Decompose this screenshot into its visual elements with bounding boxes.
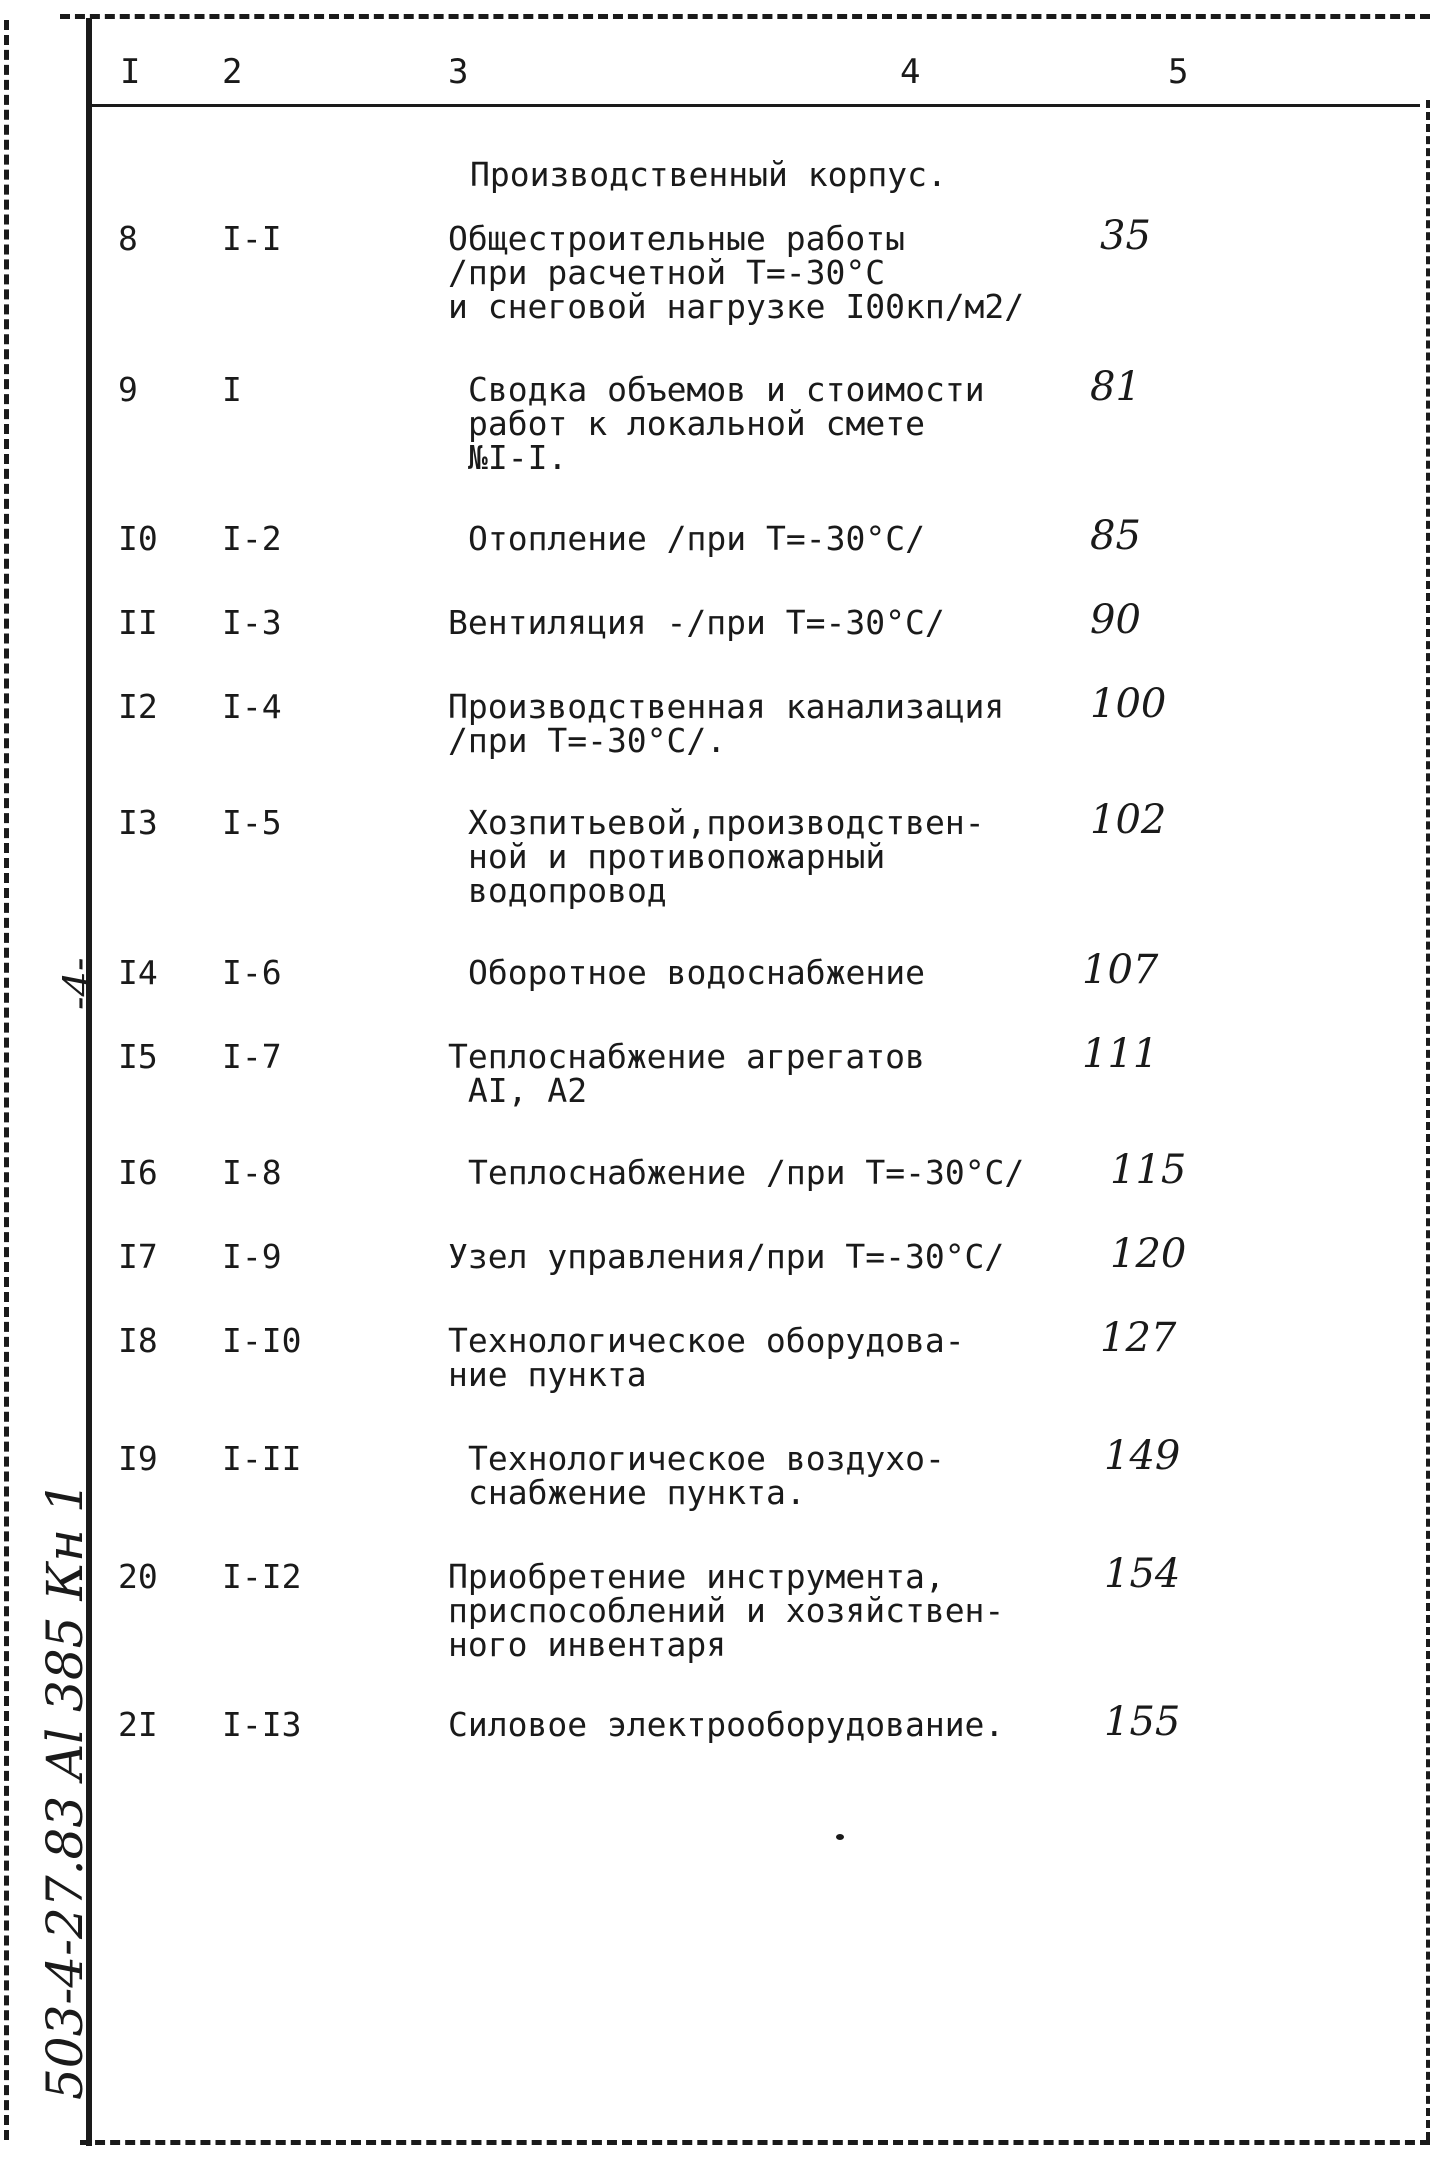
estimate-code: I-II [222,1439,302,1478]
estimate-code: I-8 [222,1153,282,1192]
column-header-3: 3 [448,52,469,92]
row-description-line: Отопление /при Т=-30°С/ [468,519,925,558]
row-number: 9 [118,370,138,409]
row-description-line: ной и противопожарный [468,837,886,876]
frame-right [1426,100,1430,2140]
row-number: I7 [118,1237,158,1276]
row-description-line: работ к локальной смете [468,404,925,443]
page-number: 100 [1090,681,1167,727]
column-header-1: I [120,52,141,92]
column-header-4: 4 [900,52,921,92]
column-header-2: 2 [222,52,243,92]
row-description-line: ного инвентаря [448,1625,727,1664]
row-description-line: водопровод [468,871,667,910]
section-title: Производственный корпус. [470,155,947,194]
estimate-code: I-I3 [222,1705,302,1744]
page-number: 35 [1100,213,1151,259]
row-number: I3 [118,803,158,842]
page-number: 81 [1090,364,1141,410]
row-description-line: Приобретение инструмента, [448,1557,945,1596]
page-number: 90 [1090,597,1141,643]
row-number: 2I [118,1705,158,1744]
ink-dot [836,1834,844,1840]
page-number: 127 [1100,1315,1177,1361]
page-number: 107 [1082,947,1159,993]
row-description-line: Сводка объемов и стоимости [468,370,985,409]
row-description-line: Хозпитьевой,производствен- [468,803,985,842]
page-number: 155 [1104,1699,1181,1745]
estimate-code: I-4 [222,687,282,726]
row-number: I8 [118,1321,158,1360]
row-number: I0 [118,519,158,558]
estimate-code: I-9 [222,1237,282,1276]
row-description-line: Оборотное водоснабжение [468,953,925,992]
page-number: 85 [1090,513,1141,559]
outer-border-left [4,20,9,2140]
page-number: 102 [1090,797,1167,843]
estimate-code: I-3 [222,603,282,642]
row-description-line: Технологическое воздухо- [468,1439,945,1478]
margin-project-code: 503-4-27.83 Al 385 Кн 1 [36,1481,94,2100]
row-description-line: приспособлений и хозяйствен- [448,1591,1005,1630]
row-description-line: AI, A2 [448,1071,588,1110]
row-description-line: Теплоснабжение /при Т=-30°С/ [468,1153,1025,1192]
row-description-line: Вентиляция -/при Т=-30°С/ [448,603,945,642]
column-header-5: 5 [1168,52,1189,92]
row-description-line: ние пункта [448,1355,647,1394]
row-description-line: №I-I. [468,438,568,477]
estimate-code: I [222,370,242,409]
row-number: II [118,603,158,642]
row-description-line: Общестроительные работы [448,219,905,258]
row-number: I2 [118,687,158,726]
frame-bottom [80,2140,1430,2145]
page-number: 111 [1082,1031,1159,1077]
row-description-line: Технологическое оборудова- [448,1321,965,1360]
page-number: 115 [1110,1147,1187,1193]
row-description-line: Силовое электрооборудование. [448,1705,1005,1744]
sheet-number: -4- [56,957,102,1010]
header-rule [90,104,1420,107]
estimate-code: I-2 [222,519,282,558]
page-number: 149 [1104,1433,1181,1479]
row-number: I6 [118,1153,158,1192]
row-description-line: и снеговой нагрузке I00кп/м2/ [448,287,1025,326]
row-description-line: Производственная канализация [448,687,1005,726]
row-description-line: Узел управления/при Т=-30°С/ [448,1237,1005,1276]
row-description-line: снабжение пункта. [468,1473,806,1512]
row-number: I5 [118,1037,158,1076]
row-number: I9 [118,1439,158,1478]
row-number: 8 [118,219,138,258]
row-number: I4 [118,953,158,992]
estimate-code: I-5 [222,803,282,842]
row-description-line: /при Т=-30°С/. [448,721,727,760]
page-number: 120 [1110,1231,1187,1277]
estimate-code: I-I [222,219,282,258]
row-description-line: /при расчетной Т=-30°С [448,253,886,292]
frame-top [60,14,1430,19]
row-description-line: Теплоснабжение агрегатов [448,1037,925,1076]
estimate-code: I-6 [222,953,282,992]
estimate-code: I-I2 [222,1557,302,1596]
estimate-code: I-7 [222,1037,282,1076]
page-number: 154 [1104,1551,1181,1597]
row-number: 20 [118,1557,158,1596]
estimate-code: I-I0 [222,1321,302,1360]
